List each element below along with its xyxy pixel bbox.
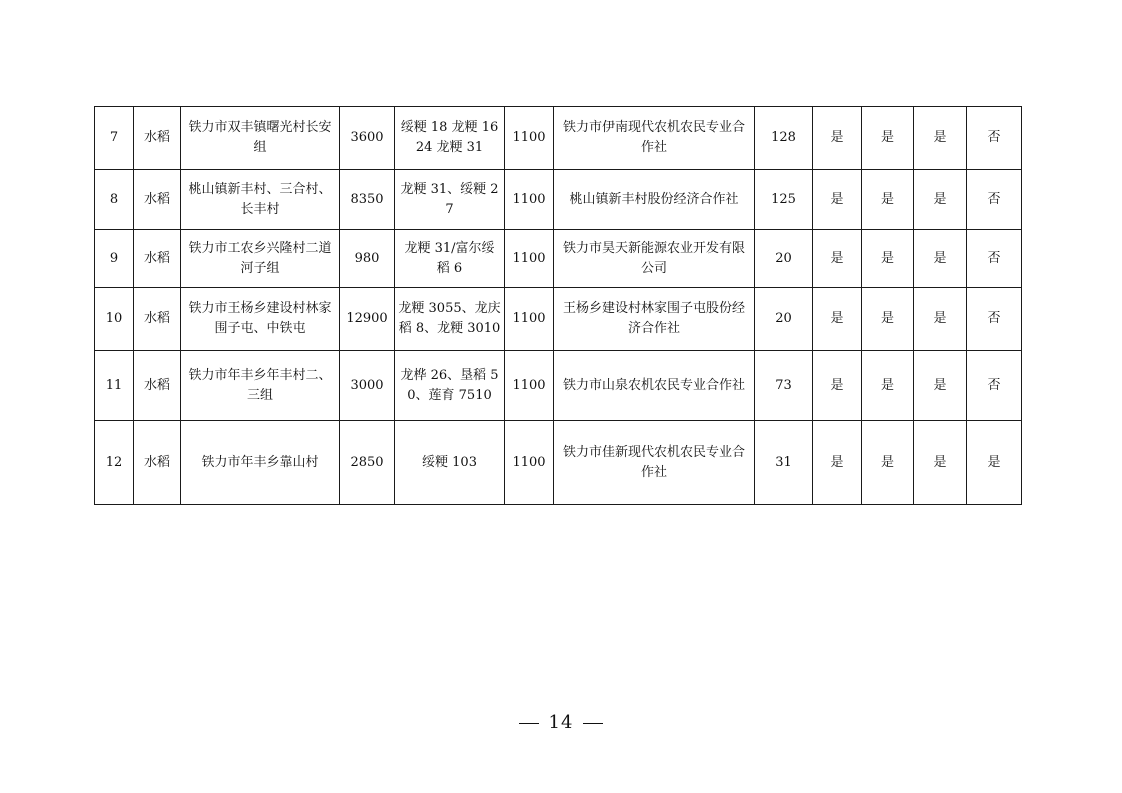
check3-cell: 是: [914, 230, 967, 288]
page-number: 14: [548, 712, 574, 733]
location-cell: 桃山镇新丰村、三合村、长丰村: [181, 170, 340, 230]
area-cell: 3000: [340, 351, 395, 421]
entity-cell: 铁力市昊天新能源农业开发有限公司: [554, 230, 755, 288]
table-row: [95, 107, 1022, 170]
location-cell: 铁力市年丰乡年丰村二、三组: [181, 351, 340, 421]
location-cell: 铁力市双丰镇曙光村长安组: [181, 107, 340, 170]
crop-cell: 水稻: [134, 107, 181, 170]
check4-cell: 否: [967, 170, 1022, 230]
check2-cell: 是: [862, 230, 914, 288]
check2-cell: 是: [862, 351, 914, 421]
check4-cell: 否: [967, 351, 1022, 421]
check4-cell: 是: [967, 421, 1022, 505]
area-cell: 980: [340, 230, 395, 288]
row-number: 7: [95, 107, 134, 170]
row-number: 8: [95, 170, 134, 230]
crop-cell: 水稻: [134, 351, 181, 421]
page-footer: [0, 712, 1122, 733]
table-row: [95, 170, 1022, 230]
crop-cell: 水稻: [134, 288, 181, 351]
entity-cell: 王杨乡建设村林家围子屯股份经济合作社: [554, 288, 755, 351]
location-cell: 铁力市工农乡兴隆村二道河子组: [181, 230, 340, 288]
variety-cell: 龙桦 26、垦稻 50、莲育 7510: [395, 351, 505, 421]
count-cell: 31: [755, 421, 813, 505]
check1-cell: 是: [813, 351, 862, 421]
check3-cell: 是: [914, 170, 967, 230]
value-cell: 1100: [505, 107, 554, 170]
count-cell: 128: [755, 107, 813, 170]
check3-cell: 是: [914, 421, 967, 505]
variety-cell: 龙粳 31/富尔绥稻 6: [395, 230, 505, 288]
variety-cell: 绥粳 18 龙粳 1624 龙粳 31: [395, 107, 505, 170]
page-dash-right: [583, 723, 603, 724]
entity-cell: 桃山镇新丰村股份经济合作社: [554, 170, 755, 230]
check4-cell: 否: [967, 288, 1022, 351]
location-cell: 铁力市年丰乡靠山村: [181, 421, 340, 505]
check2-cell: 是: [862, 107, 914, 170]
check1-cell: 是: [813, 230, 862, 288]
crop-cell: 水稻: [134, 230, 181, 288]
crop-cell: 水稻: [134, 421, 181, 505]
check3-cell: 是: [914, 288, 967, 351]
table-row: [95, 421, 1022, 505]
count-cell: 125: [755, 170, 813, 230]
location-cell: 铁力市王杨乡建设村林家围子屯、中铁屯: [181, 288, 340, 351]
check2-cell: 是: [862, 288, 914, 351]
check1-cell: 是: [813, 170, 862, 230]
value-cell: 1100: [505, 421, 554, 505]
count-cell: 73: [755, 351, 813, 421]
variety-cell: 绥粳 103: [395, 421, 505, 505]
table-row: [95, 288, 1022, 351]
row-number: 11: [95, 351, 134, 421]
value-cell: 1100: [505, 288, 554, 351]
check1-cell: 是: [813, 421, 862, 505]
value-cell: 1100: [505, 230, 554, 288]
variety-cell: 龙粳 3055、龙庆稻 8、龙粳 3010: [395, 288, 505, 351]
entity-cell: 铁力市佳新现代农机农民专业合作社: [554, 421, 755, 505]
check4-cell: 否: [967, 230, 1022, 288]
data-table: [94, 106, 1022, 505]
row-number: 12: [95, 421, 134, 505]
area-cell: 3600: [340, 107, 395, 170]
area-cell: 12900: [340, 288, 395, 351]
row-number: 10: [95, 288, 134, 351]
entity-cell: 铁力市伊南现代农机农民专业合作社: [554, 107, 755, 170]
check2-cell: 是: [862, 421, 914, 505]
area-cell: 2850: [340, 421, 395, 505]
table-row: [95, 351, 1022, 421]
count-cell: 20: [755, 288, 813, 351]
value-cell: 1100: [505, 170, 554, 230]
check3-cell: 是: [914, 107, 967, 170]
check4-cell: 否: [967, 107, 1022, 170]
entity-cell: 铁力市山泉农机农民专业合作社: [554, 351, 755, 421]
count-cell: 20: [755, 230, 813, 288]
page-dash-left: [519, 723, 539, 724]
check1-cell: 是: [813, 107, 862, 170]
check1-cell: 是: [813, 288, 862, 351]
table-row: [95, 230, 1022, 288]
row-number: 9: [95, 230, 134, 288]
value-cell: 1100: [505, 351, 554, 421]
check2-cell: 是: [862, 170, 914, 230]
crop-cell: 水稻: [134, 170, 181, 230]
variety-cell: 龙粳 31、绥粳 27: [395, 170, 505, 230]
check3-cell: 是: [914, 351, 967, 421]
area-cell: 8350: [340, 170, 395, 230]
